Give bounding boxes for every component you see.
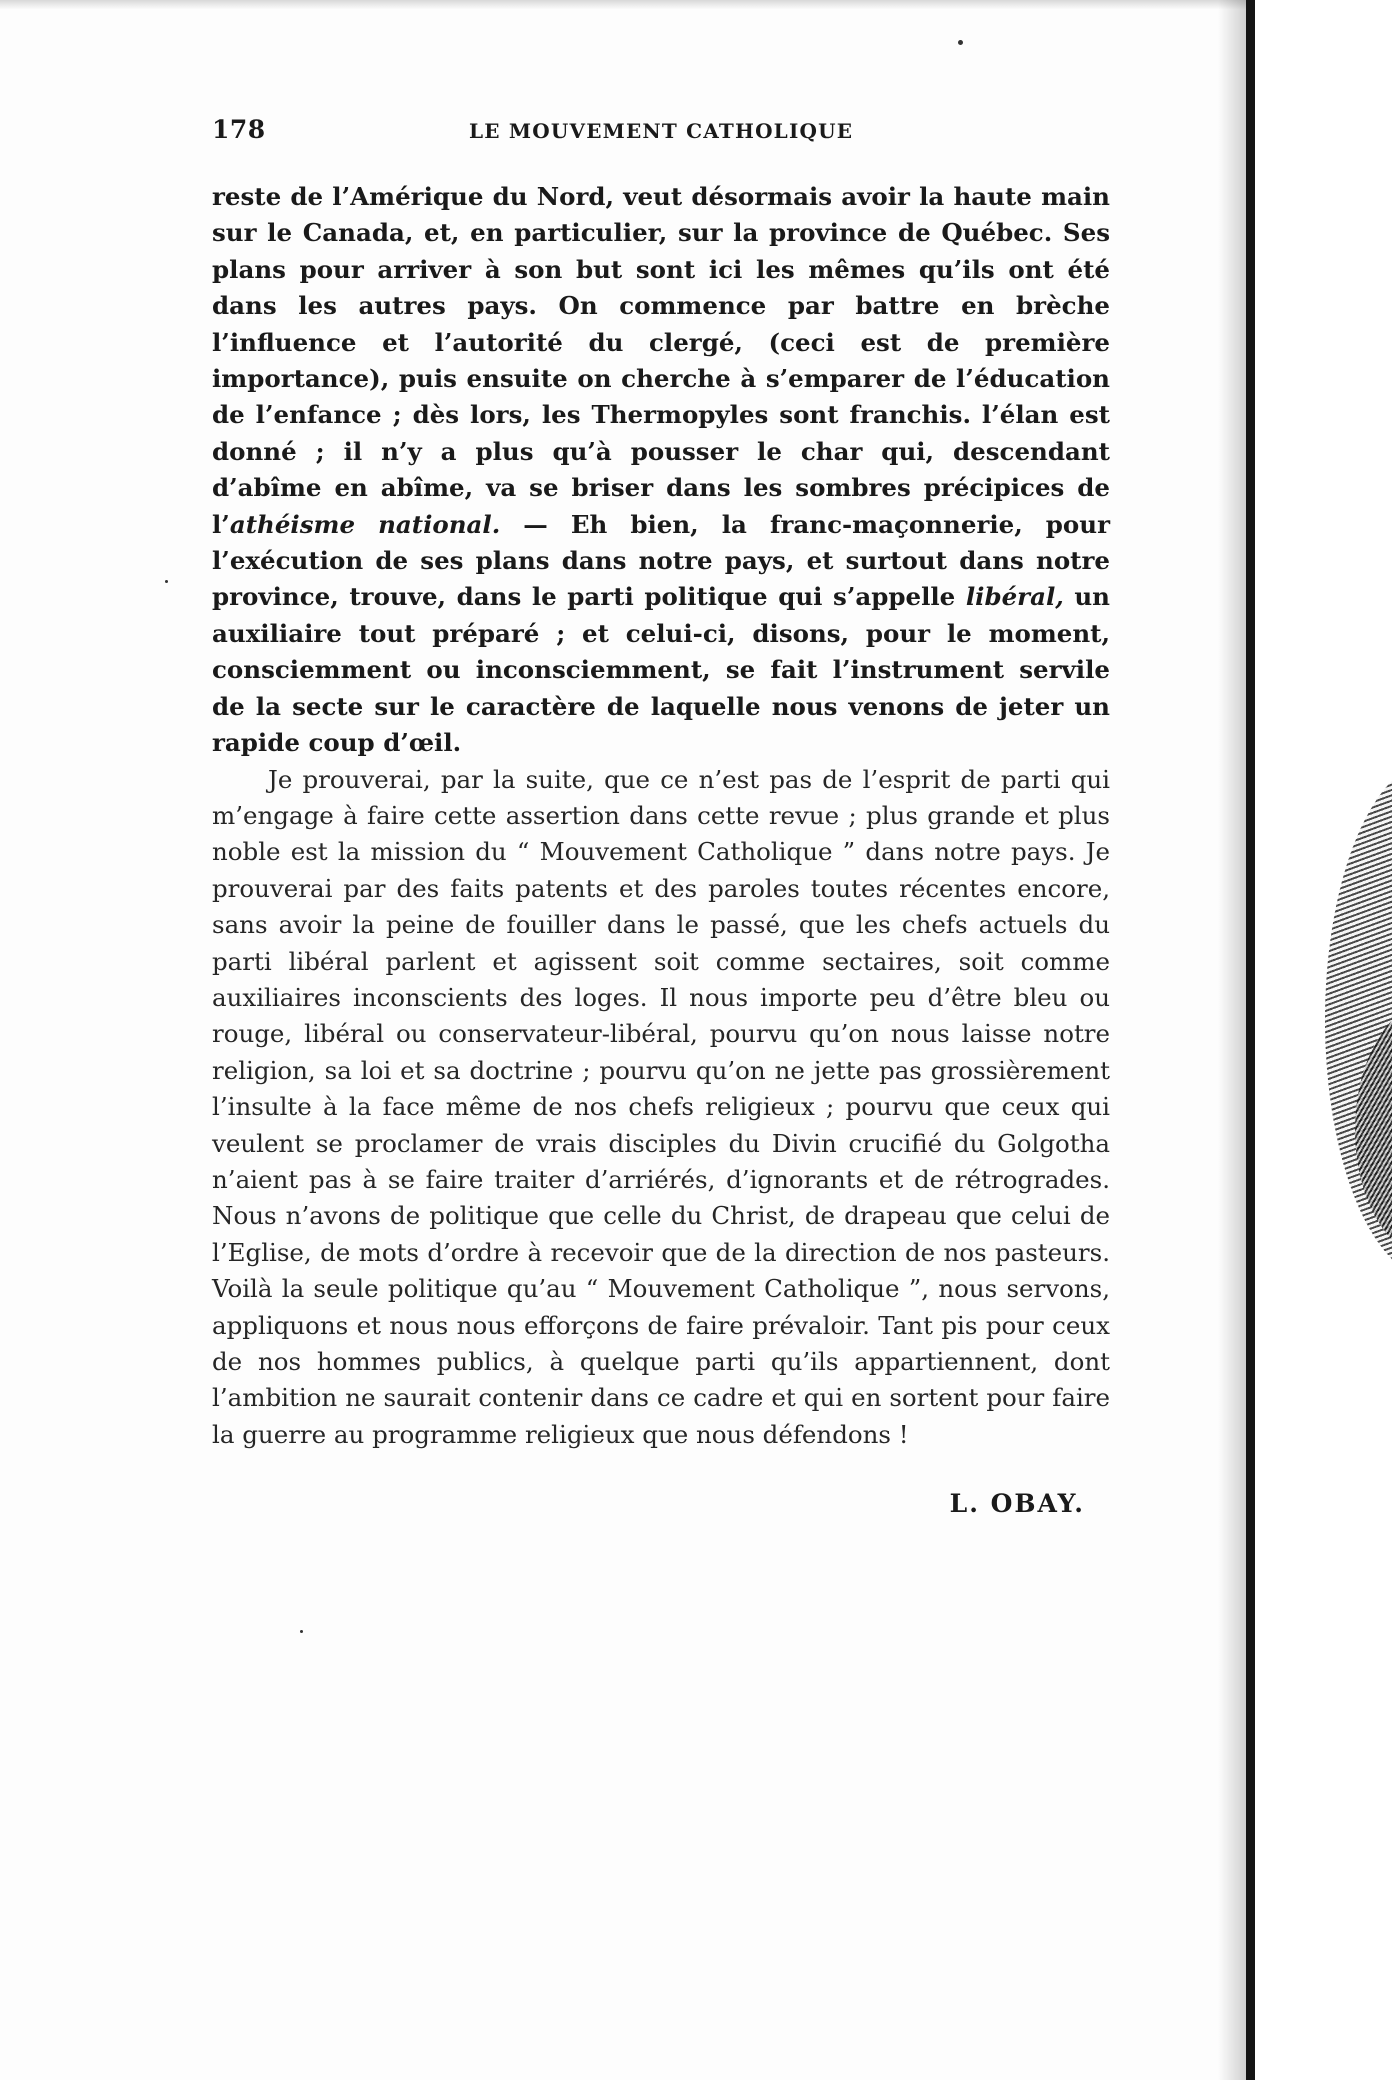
paragraph <box>212 179 1110 762</box>
italic-phrase: libéral, <box>965 582 1064 612</box>
paragraph: Je prouverai, par la suite, que ce n’est pas de l’esprit de parti qui m’engage à faire cette assertion dans cette revue ; plus grande et plus noble est la mission du “ Mouvement Catholique ” dans notre pays. Je prouverai par des faits patents et des paroles toutes récentes encore, sans avoir la peine de fouiller dans le passé, que les chefs actuels du parti libéral parlent et agissent soit comme sectaires, soit comme auxiliaires inconscients des loges. Il nous importe peu d’être bleu ou rouge, libéral ou conservateur-libéral, pourvu qu’on nous laisse notre religion, sa loi et sa doctrine ; pourvu qu’on ne jette pas grossièrement l’insulte à la face même de nos chefs religieux ; pourvu que ceux qui veulent se proclamer de vrais disciples du Divin crucifié du Golgotha n’aient pas à se faire traiter d’arriérés, d’ignorants et de rétrogrades. Nous n’avons de politique que celle du Christ, de drapeau que celui de l’Eglise, de mots d’ordre à recevoir que de la direction de nos pasteurs. Voilà la seule politique qu’au “ Mouvement Catholique ”, nous servons, appliquons et nous nous efforçons de faire prévaloir. Tant pis pour ceux de nos hommes publics, à quelque parti qu’ils appartiennent, dont l’ambition ne saurait contenir dans ce cadre et qui en sortent pour faire la guerre au programme religieux que nous défendons ! <box>212 764 1110 1449</box>
text-run: reste de l’Amérique du Nord, veut désormais avoir la haute main sur le Canada, et, en particulier, sur la province de Québec. Ses plans pour arriver à son but sont ici les mêmes qu’ils ont été dans les autres pays. On commence par battre en brèche l’influence et l’autorité du clergé, (ceci est de première importance), puis ensuite on cherche à s’emparer de l’éducation de l’enfance ; dès lors, les Thermopyles sont franchis. l’élan est donné ; il n’y a plus qu’à pousser le char qui, descendant d’abîme en abîme, va se briser dans les sombres précipices de l’ <box>212 182 1110 539</box>
running-head <box>212 115 1110 155</box>
text-run: — Eh bien, la franc-maçonnerie, pour l’exécution de ses plans dans notre pays, et surtout dans notre province, trouve, dans le parti politique qui s’appelle <box>212 509 1110 612</box>
text-run: un auxiliaire tout préparé ; et celui-ci, disons, pour le moment, consciemment ou inconsciemment, se fait l’instrument servile de la secte sur le caractère de laquelle nous venons de jeter un rapide coup d’œil. <box>212 582 1110 758</box>
scan-speck <box>958 40 963 45</box>
italic-phrase: athéisme national. <box>229 509 501 539</box>
facing-page-illustration <box>1255 0 1392 2080</box>
running-head-title: LE MOUVEMENT CATHOLIQUE <box>469 119 854 143</box>
page-divider <box>1246 0 1255 2080</box>
book-page <box>212 115 1110 1518</box>
page-number: 178 <box>212 115 266 144</box>
page-top-edge <box>0 0 1250 10</box>
author-signature: L. OBAY. <box>949 1489 1085 1519</box>
scan-speck <box>300 1630 303 1633</box>
body-text <box>212 179 1110 1453</box>
scan-speck <box>165 580 168 583</box>
